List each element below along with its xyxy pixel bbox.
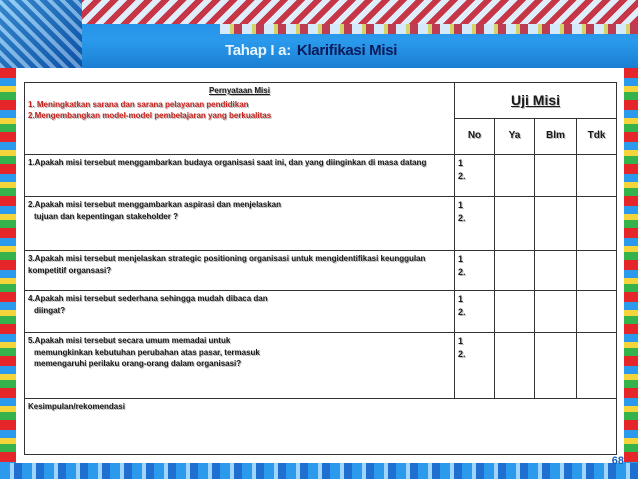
- question-text: 4.Apakah misi tersebut sederhana sehingga mudah dibaca dan: [28, 294, 268, 303]
- mission-line-1: 1. Meningkatkan sarana dan sarana pelayanan pendidikan: [28, 99, 249, 109]
- question-cell: [25, 197, 455, 251]
- number-item: 1: [458, 336, 464, 346]
- column-header-tdk: Tdk: [577, 119, 617, 155]
- conclusion-cell[interactable]: Kesimpulan/rekomendasi: [25, 399, 617, 455]
- number-cell: [455, 251, 495, 291]
- answer-cell-tdk[interactable]: [577, 333, 617, 399]
- number-item: 1: [458, 200, 464, 210]
- answer-cell-ya[interactable]: [495, 197, 535, 251]
- answer-cell-blm[interactable]: [535, 197, 577, 251]
- decorative-stripes-secondary: [220, 24, 638, 34]
- bottom-border-decoration: [0, 463, 638, 479]
- question-text: 3.Apakah misi tersebut menjelaskan strategic positioning organisasi untuk mengidentifikasi keunggulan kompetitif organsasi?: [28, 254, 426, 275]
- table-row: [25, 251, 617, 291]
- decorative-stripes: [0, 0, 638, 24]
- question-text: memengaruhi perilaku orang-orang dalam organisasi?: [34, 359, 242, 369]
- number-item: 1: [458, 294, 464, 304]
- answer-cell-blm[interactable]: [535, 291, 577, 333]
- question-text: diingat?: [34, 305, 66, 315]
- slide-title-main: Klarifikasi Misi: [296, 42, 398, 59]
- right-border-decoration: [624, 68, 638, 463]
- number-item: 2.: [458, 267, 466, 278]
- mission-line-2: 2.Mengembangkan model-model pembelajaran yang berkualitas: [28, 111, 272, 121]
- question-text: 5.Apakah misi tersebut secara umum memadai untuk: [28, 336, 231, 345]
- question-text: 1.Apakah misi tersebut menggambarkan budaya organisasi saat ini, dan yang diinginkan di masa datang: [28, 158, 427, 167]
- number-item: 1: [458, 158, 464, 168]
- number-cell: [455, 291, 495, 333]
- slide-title-prefix: Tahap I a:: [225, 42, 291, 59]
- table-row: [25, 333, 617, 399]
- question-text: 2.Apakah misi tersebut menggambarkan aspirasi dan menjelaskan: [28, 200, 281, 209]
- number-item: 2.: [458, 171, 466, 182]
- question-text: memungkinkan kebutuhan perubahan atas pasar, termasuk: [34, 347, 260, 357]
- column-header-no: No: [455, 119, 495, 155]
- answer-cell-tdk[interactable]: [577, 197, 617, 251]
- number-item: 2.: [458, 307, 466, 318]
- table-row: [25, 291, 617, 333]
- number-cell: [455, 197, 495, 251]
- answer-cell-ya[interactable]: [495, 155, 535, 197]
- table-row: [25, 155, 617, 197]
- answer-cell-blm[interactable]: [535, 333, 577, 399]
- answer-cell-tdk[interactable]: [577, 155, 617, 197]
- mission-statement-header: [25, 83, 455, 155]
- number-item: 1: [458, 254, 464, 264]
- slide-title: [225, 42, 397, 59]
- answer-cell-tdk[interactable]: [577, 251, 617, 291]
- table-row: [25, 197, 617, 251]
- left-border-decoration: [0, 68, 16, 463]
- number-item: 2.: [458, 349, 466, 360]
- question-cell: [25, 333, 455, 399]
- column-header-blm: Blm: [535, 119, 577, 155]
- answer-cell-ya[interactable]: [495, 333, 535, 399]
- question-cell: [25, 291, 455, 333]
- page-number: 68: [611, 455, 624, 467]
- uji-misi-header: Uji Misi: [455, 83, 617, 119]
- answer-cell-ya[interactable]: [495, 291, 535, 333]
- answer-cell-ya[interactable]: [495, 251, 535, 291]
- mission-table: [24, 82, 617, 455]
- answer-cell-blm[interactable]: [535, 251, 577, 291]
- number-cell: [455, 155, 495, 197]
- conclusion-row: [25, 399, 617, 455]
- statement-label: Pernyataan Misi: [209, 86, 270, 95]
- number-item: 2.: [458, 213, 466, 224]
- corner-decoration: [0, 0, 82, 68]
- question-cell: [25, 155, 455, 197]
- question-cell: [25, 251, 455, 291]
- question-text: tujuan dan kepentingan stakeholder ?: [34, 211, 179, 221]
- answer-cell-tdk[interactable]: [577, 291, 617, 333]
- number-cell: [455, 333, 495, 399]
- answer-cell-blm[interactable]: [535, 155, 577, 197]
- column-header-ya: Ya: [495, 119, 535, 155]
